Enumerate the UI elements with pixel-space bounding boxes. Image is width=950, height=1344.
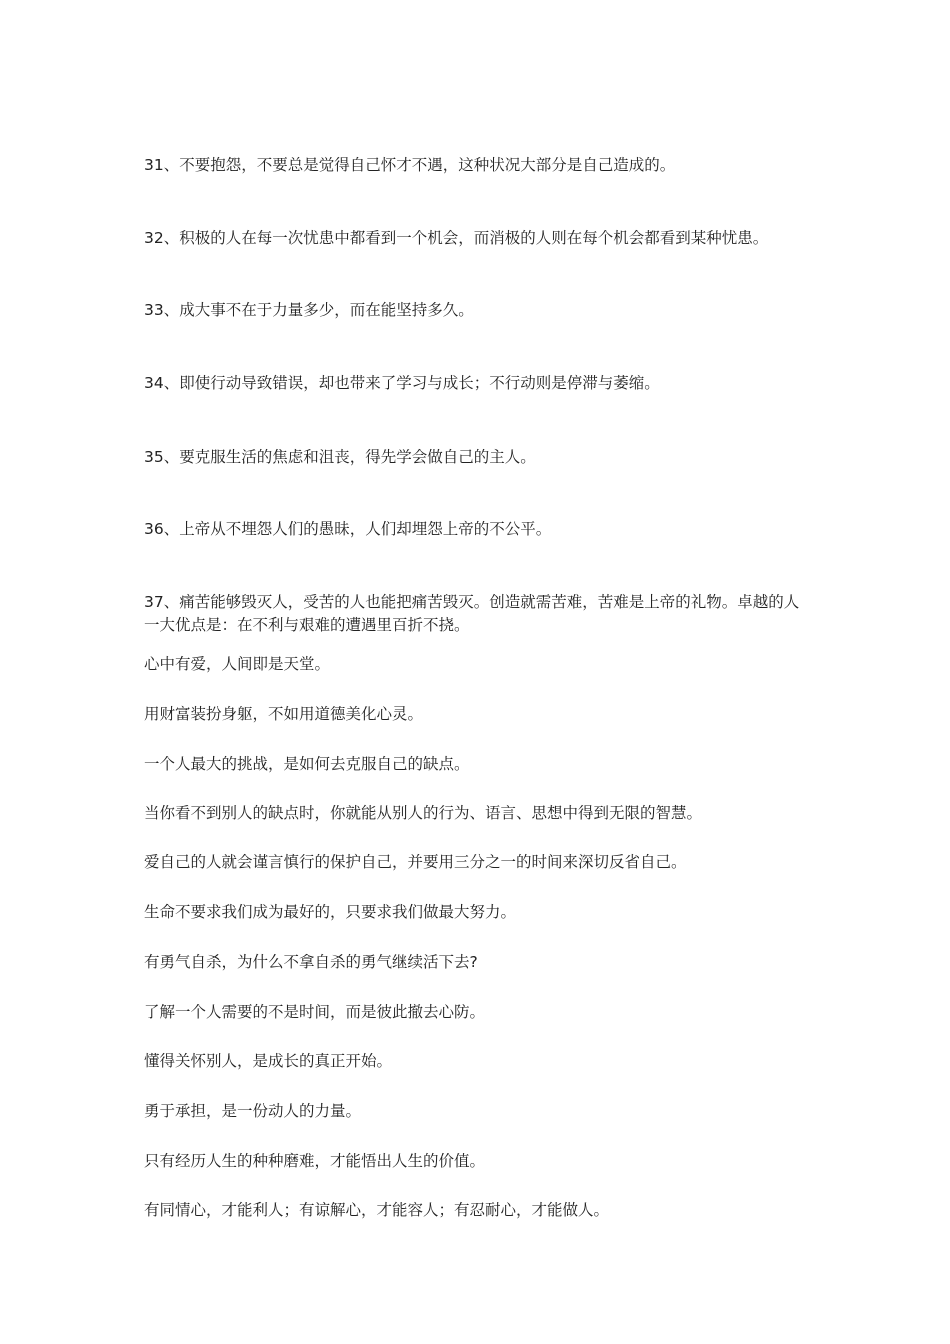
quote-line: 只有经历人生的种种磨难，才能悟出人生的价值。: [144, 1152, 486, 1170]
quote-line: 用财富装扮身躯，不如用道德美化心灵。: [144, 705, 424, 723]
quote-36: 36、上帝从不埋怨人们的愚昧，人们却埋怨上帝的不公平。: [144, 520, 552, 538]
quote-line: 心中有爱，人间即是天堂。: [144, 655, 331, 673]
quote-33: 33、成大事不在于力量多少，而在能坚持多久。: [144, 301, 474, 319]
quote-line: 一个人最大的挑战，是如何去克服自己的缺点。: [144, 755, 470, 773]
quote-37: 37、痛苦能够毁灭人，受苦的人也能把痛苦毁灭。创造就需苦难，苦难是上帝的礼物。卓越的人一大优点是：在不利与艰难的遭遇里百折不挠。: [144, 593, 800, 634]
quote-line: 了解一个人需要的不是时间，而是彼此撤去心防。: [144, 1003, 486, 1021]
quote-line: 有勇气自杀，为什么不拿自杀的勇气继续活下去?: [144, 953, 478, 971]
quote-line: 有同情心，才能利人；有谅解心，才能容人；有忍耐心，才能做人。: [144, 1201, 610, 1219]
quote-line: 勇于承担，是一份动人的力量。: [144, 1102, 362, 1120]
quote-line: 当你看不到别人的缺点时，你就能从别人的行为、语言、思想中得到无限的智慧。: [144, 804, 703, 822]
quote-31: 31、不要抱怨，不要总是觉得自己怀才不遇，这种状况大部分是自己造成的。: [144, 156, 676, 174]
quote-35: 35、要克服生活的焦虑和沮丧，得先学会做自己的主人。: [144, 448, 536, 466]
quote-34: 34、即使行动导致错误，却也带来了学习与成长；不行动则是停滞与萎缩。: [144, 374, 660, 392]
quote-32: 32、积极的人在每一次忧患中都看到一个机会，而消极的人则在每个机会都看到某种忧患。: [144, 229, 769, 247]
quote-line: 懂得关怀别人，是成长的真正开始。: [144, 1052, 393, 1070]
quote-line: 生命不要求我们成为最好的，只要求我们做最大努力。: [144, 903, 517, 921]
quote-line: 爱自己的人就会谨言慎行的保护自己，并要用三分之一的时间来深切反省自己。: [144, 853, 687, 871]
